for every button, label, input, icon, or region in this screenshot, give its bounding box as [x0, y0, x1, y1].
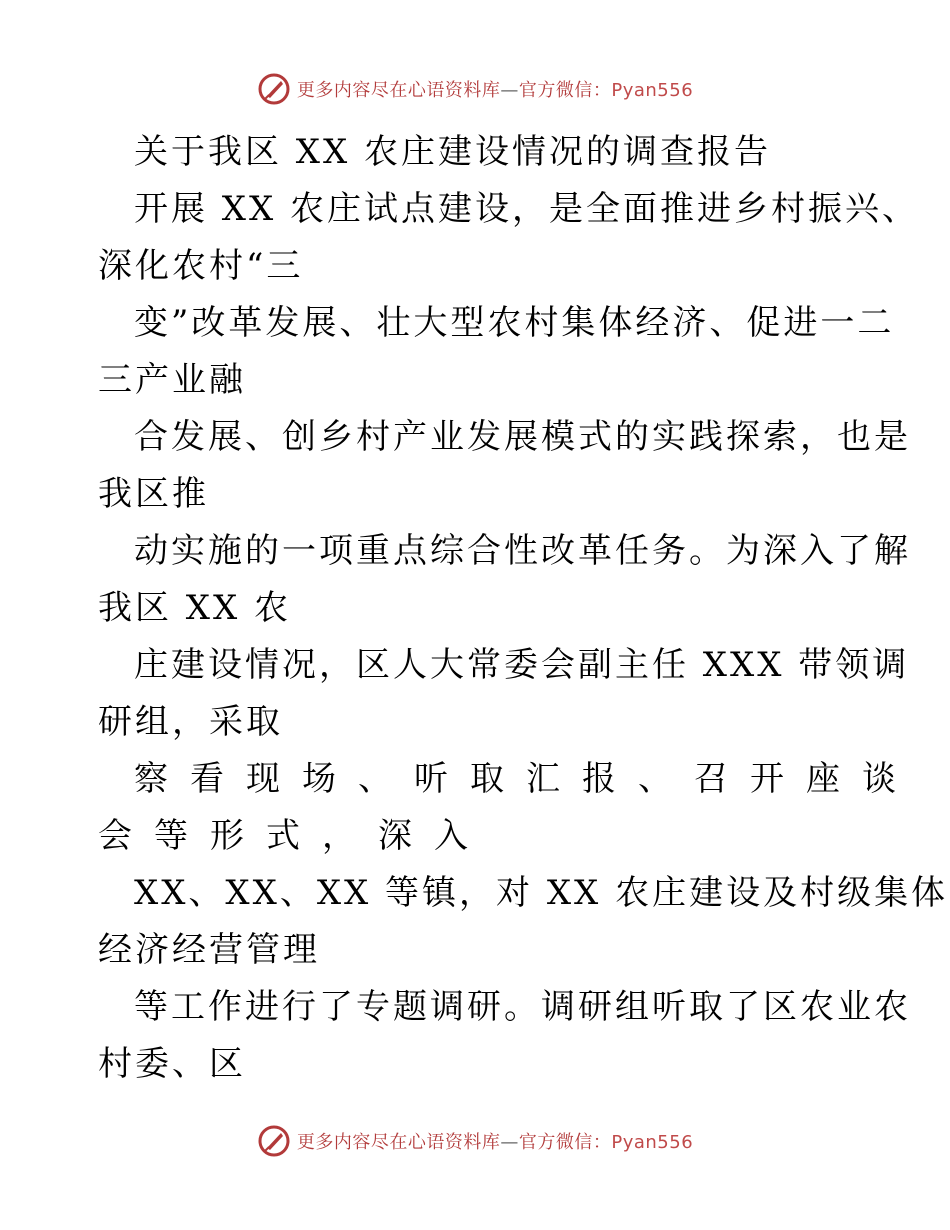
doc-line: 会等形式，深入	[98, 816, 490, 856]
doc-line: 深化农村“三	[98, 246, 304, 286]
doc-title: 关于我区 XX 农庄建设情况的调查报告	[134, 132, 772, 172]
doc-line: 开展 XX 农庄试点建设，是全面推进乡村振兴、	[134, 189, 920, 229]
doc-line: 动实施的一项重点综合性改革任务。为深入了解	[134, 531, 911, 571]
doc-line: 合发展、创乡村产业发展模式的实践探索，也是	[134, 417, 911, 457]
doc-line: 经济经营管理	[98, 930, 320, 970]
doc-line: 村委、区	[98, 1044, 246, 1084]
doc-line: 我区 XX 农	[98, 588, 292, 628]
doc-line: XX、XX、XX 等镇，对 XX 农庄建设及村级集体	[134, 873, 949, 913]
doc-line: 三产业融	[98, 360, 246, 400]
doc-line: 研组，采取	[98, 702, 283, 742]
quill-circle-icon	[257, 1124, 291, 1158]
quill-circle-icon	[257, 72, 291, 106]
watermark-text: 更多内容尽在心语资料库—官方微信：Pyan556	[296, 1132, 694, 1153]
doc-line: 我区推	[98, 474, 209, 514]
watermark-header	[0, 72, 950, 106]
document-body	[98, 124, 949, 1093]
doc-line: 庄建设情况，区人大常委会副主任 XXX 带领调	[134, 645, 910, 685]
watermark-footer	[0, 1124, 950, 1158]
doc-line: 察看现场、听取汇报、召开座谈	[134, 759, 918, 799]
doc-line: 等工作进行了专题调研。调研组听取了区农业农	[134, 987, 911, 1027]
watermark-text: 更多内容尽在心语资料库—官方微信：Pyan556	[296, 80, 694, 101]
doc-line: 变”改革发展、壮大型农村集体经济、促进一二	[134, 303, 895, 343]
